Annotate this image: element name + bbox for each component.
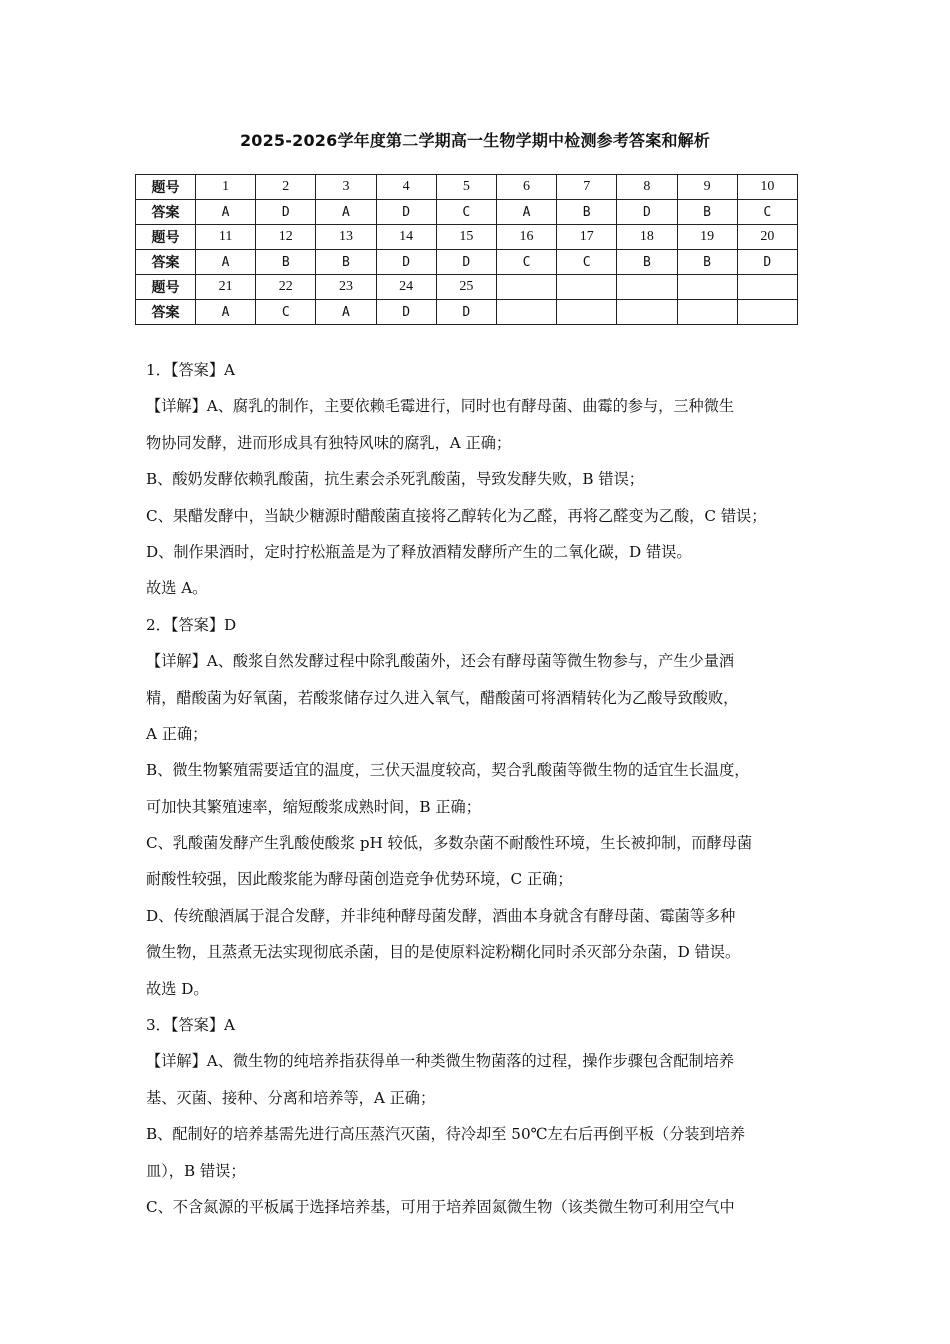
text-line: 【详解】A、腐乳的制作，主要依赖毛霉进行，同时也有酵母菌、曲霉的参与，三种微生: [146, 397, 735, 416]
question-number-row: [136, 275, 798, 300]
answer-cell: D: [376, 200, 436, 225]
text-line: A 正确；: [146, 724, 208, 743]
question-number-row: [136, 225, 798, 250]
answer-cell: D: [617, 200, 677, 225]
answer-cell: C: [496, 250, 556, 275]
answer-cell: [496, 300, 556, 325]
question-number-cell: [677, 275, 737, 300]
answer-cell: C: [557, 250, 617, 275]
question-number-cell: 13: [316, 225, 376, 250]
question-label-cell: 题号: [136, 225, 196, 250]
answer-cell: B: [617, 250, 677, 275]
question-number-cell: 16: [496, 225, 556, 250]
answer-cell: D: [737, 250, 797, 275]
question-number-cell: 4: [376, 175, 436, 200]
question-number-cell: 8: [617, 175, 677, 200]
explanation-body: [146, 352, 826, 1225]
text-line: 微生物，且蒸煮无法实现彻底杀菌，目的是使原料淀粉糊化同时杀灭部分杂菌，D 错误。: [146, 943, 741, 962]
answer-cell: [677, 300, 737, 325]
answer-cell: A: [316, 300, 376, 325]
answer-label-cell: 答案: [136, 250, 196, 275]
question-number-row: [136, 175, 798, 200]
text-line: 可加快其繁殖速率，缩短酸浆成熟时间，B 正确；: [146, 797, 481, 816]
answer-cell: A: [196, 200, 256, 225]
answer-cell: C: [436, 200, 496, 225]
text-line: B、配制好的培养基需先进行高压蒸汽灭菌，待冷却至 50℃左右后再倒平板（分装到培养: [146, 1125, 746, 1144]
question-number-cell: [737, 275, 797, 300]
text-line: B、微生物繁殖需要适宜的温度，三伏天温度较高，契合乳酸菌等微生物的适宜生长温度，: [146, 761, 750, 780]
question-number-cell: 21: [196, 275, 256, 300]
question-number-cell: 7: [557, 175, 617, 200]
text-line: 故选 A。: [146, 579, 208, 598]
question-number-cell: 18: [617, 225, 677, 250]
answer-table-body: [136, 175, 798, 325]
question-number-cell: 17: [557, 225, 617, 250]
answer-cell: A: [196, 250, 256, 275]
text-line: 3．【答案】A: [146, 1016, 235, 1035]
question-number-cell: 10: [737, 175, 797, 200]
text-line: B、酸奶发酵依赖乳酸菌，抗生素会杀死乳酸菌，导致发酵失败，B 错误；: [146, 470, 644, 489]
answer-table: [135, 174, 798, 325]
text-line: 1．【答案】A: [146, 361, 235, 379]
question-number-cell: [617, 275, 677, 300]
question-number-cell: 11: [196, 225, 256, 250]
answer-cell: [617, 300, 677, 325]
answer-cell: D: [436, 300, 496, 325]
text-line: C、果醋发酵中，当缺少糖源时醋酸菌直接将乙醇转化为乙醛，再将乙醛变为乙酸，C 错误；: [146, 506, 767, 525]
question-number-cell: 12: [256, 225, 316, 250]
text-line: 【详解】A、微生物的纯培养指获得单一种类微生物菌落的过程，操作步骤包含配制培养: [146, 1052, 735, 1071]
question-number-cell: 15: [436, 225, 496, 250]
answer-cell: C: [737, 200, 797, 225]
answer-label-cell: 答案: [136, 300, 196, 325]
answer-row: [136, 300, 798, 325]
question-number-cell: [557, 275, 617, 300]
answer-cell: D: [256, 200, 316, 225]
answer-cell: B: [256, 250, 316, 275]
question-number-cell: 25: [436, 275, 496, 300]
answer-cell: D: [376, 300, 436, 325]
question-number-cell: 14: [376, 225, 436, 250]
question-number-cell: [496, 275, 556, 300]
text-line: 2．【答案】D: [146, 615, 237, 634]
question-number-cell: 20: [737, 225, 797, 250]
text-line: 基、灭菌、接种、分离和培养等，A 正确；: [146, 1088, 436, 1107]
question-number-cell: 24: [376, 275, 436, 300]
answer-cell: A: [196, 300, 256, 325]
question-number-cell: 22: [256, 275, 316, 300]
question-number-cell: 19: [677, 225, 737, 250]
answer-cell: C: [256, 300, 316, 325]
answer-row: [136, 250, 798, 275]
answer-cell: [557, 300, 617, 325]
text-line: C、乳酸菌发酵产生乳酸使酸浆 pH 较低，多数杂菌不耐酸性环境，生长被抑制，而酵母菌: [146, 834, 753, 853]
answer-cell: D: [436, 250, 496, 275]
answer-cell: B: [677, 250, 737, 275]
text-line: 皿），B 错误；: [146, 1161, 246, 1180]
question-number-cell: 1: [196, 175, 256, 200]
text-line: 精，醋酸菌为好氧菌，若酸浆储存过久进入氧气，醋酸菌可将酒精转化为乙酸导致酸败，: [146, 688, 739, 707]
question-number-cell: 3: [316, 175, 376, 200]
document-title: 2025-2026学年度第二学期高一生物学期中检测参考答案和解析: [239, 131, 711, 150]
answer-cell: A: [316, 200, 376, 225]
answer-label-cell: 答案: [136, 200, 196, 225]
answer-cell: A: [496, 200, 556, 225]
question-label-cell: 题号: [136, 275, 196, 300]
question-number-cell: 6: [496, 175, 556, 200]
answer-cell: B: [557, 200, 617, 225]
text-line: 故选 D。: [146, 979, 209, 998]
answer-cell: D: [376, 250, 436, 275]
question-number-cell: 23: [316, 275, 376, 300]
answer-cell: [737, 300, 797, 325]
answer-row: [136, 200, 798, 225]
answer-cell: B: [677, 200, 737, 225]
text-line: 耐酸性较强，因此酸浆能为酵母菌创造竞争优势环境，C 正确；: [146, 870, 573, 889]
question-number-cell: 2: [256, 175, 316, 200]
text-line: D、制作果酒时，定时拧松瓶盖是为了释放酒精发酵所产生的二氧化碳，D 错误。: [146, 542, 692, 561]
text-line: C、不含氮源的平板属于选择培养基，可用于培养固氮微生物（该类微生物可利用空气中: [146, 1197, 735, 1216]
text-line: 【详解】A、酸浆自然发酵过程中除乳酸菌外，还会有酵母菌等微生物参与，产生少量酒: [146, 652, 735, 671]
text-line: 物协同发酵，进而形成具有独特风味的腐乳，A 正确；: [146, 433, 512, 452]
question-number-cell: 5: [436, 175, 496, 200]
question-number-cell: 9: [677, 175, 737, 200]
answer-cell: B: [316, 250, 376, 275]
question-label-cell: 题号: [136, 175, 196, 200]
text-line: D、传统酿酒属于混合发酵，并非纯种酵母菌发酵，酒曲本身就含有酵母菌、霉菌等多种: [146, 906, 736, 925]
